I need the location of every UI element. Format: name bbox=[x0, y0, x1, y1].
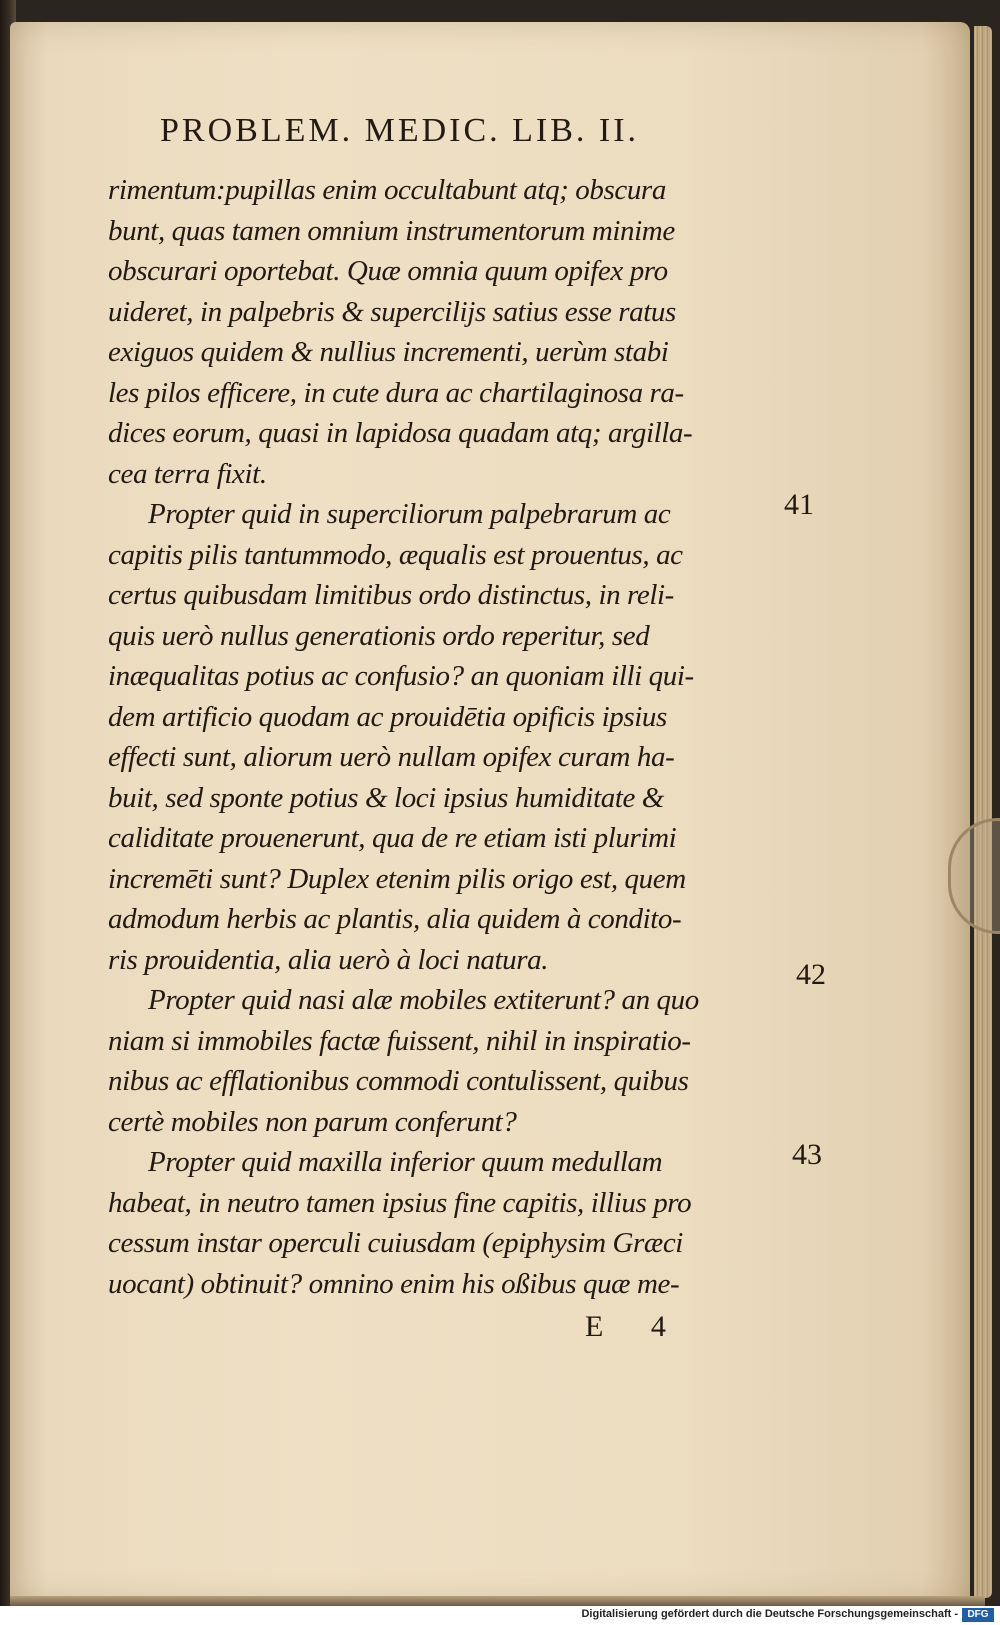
text-line: inæqualitas potius ac confusio? an quoniam illi qui- bbox=[108, 660, 694, 692]
text-line: rimentum:pupillas enim occultabunt atq; obscura bbox=[108, 174, 666, 206]
text-line: admodum herbis ac plantis, alia quidem à condito- bbox=[108, 903, 682, 935]
margin-number-41: 41 bbox=[784, 488, 814, 521]
text-line: niam si immobiles factæ fuissent, nihil in inspiratio- bbox=[108, 1024, 691, 1057]
text-line: dem artificio quodam ac prouidētia opificis ipsius bbox=[108, 700, 667, 733]
page-bottom-edge bbox=[10, 1596, 985, 1606]
margin-number-43: 43 bbox=[792, 1138, 822, 1171]
text-line: buit, sed sponte potius & loci ipsius humiditate & bbox=[108, 781, 664, 814]
text-line: cessum instar operculi cuiusdam (epiphysim Græci bbox=[108, 1227, 683, 1259]
text-line: dices eorum, quasi in lapidosa quadam atq; argilla- bbox=[108, 417, 693, 449]
text-line: certus quibusdam limitibus ordo distinctus, in reli- bbox=[108, 579, 674, 611]
text-line: Propter quid nasi alæ mobiles extiterunt? an quo bbox=[148, 984, 699, 1016]
text-line: nibus ac efflationibus commodi contulissent, quibus bbox=[108, 1065, 689, 1097]
text-line: certè mobiles non parum conferunt? bbox=[108, 1105, 517, 1138]
text-line: quis uerò nullus generationis ordo reperitur, sed bbox=[108, 619, 650, 652]
text-line: cea terra fixit. bbox=[108, 457, 267, 490]
text-line: uideret, in palpebris & supercilijs satius esse ratus bbox=[108, 295, 676, 328]
footer-credit: Digitalisierung gefördert durch die Deutsche Forschungsgemeinschaft - bbox=[581, 1608, 958, 1620]
signature-mark: E 4 bbox=[585, 1310, 686, 1343]
text-line: uocant) obtinuit? omnino enim his oßibus quæ me- bbox=[108, 1267, 680, 1300]
page-stack-edge bbox=[974, 26, 992, 1598]
text-line: exiguos quidem & nullius incrementi, uerùm stabi bbox=[108, 336, 669, 368]
text-line: habeat, in neutro tamen ipsius fine capitis, illius pro bbox=[108, 1186, 692, 1219]
main-text-block bbox=[108, 170, 768, 1304]
text-line: capitis pilis tantummodo, æqualis est prouentus, ac bbox=[108, 538, 683, 571]
running-title: PROBLEM. MEDIC. LIB. II. bbox=[160, 112, 640, 149]
text-line: obscurari oportebat. Quæ omnia quum opifex pro bbox=[108, 255, 668, 287]
text-line: Propter quid maxilla inferior quum medullam bbox=[148, 1146, 663, 1178]
dfg-logo: DFG bbox=[962, 1608, 994, 1622]
text-line: incremēti sunt? Duplex etenim pilis origo est, quem bbox=[108, 862, 686, 895]
text-line: les pilos efficere, in cute dura ac chartilaginosa ra- bbox=[108, 376, 684, 409]
margin-number-42: 42 bbox=[796, 958, 826, 991]
text-line: caliditate prouenerunt, qua de re etiam isti plurimi bbox=[108, 822, 677, 854]
text-line: ris prouidentia, alia uerò à loci natura. bbox=[108, 943, 549, 976]
text-line: effecti sunt, aliorum uerò nullam opifex curam ha- bbox=[108, 741, 675, 773]
digitization-footer bbox=[0, 1606, 1000, 1625]
text-line: Propter quid in superciliorum palpebrarum ac bbox=[148, 498, 671, 530]
text-line: bunt, quas tamen omnium instrumentorum minime bbox=[108, 214, 675, 247]
